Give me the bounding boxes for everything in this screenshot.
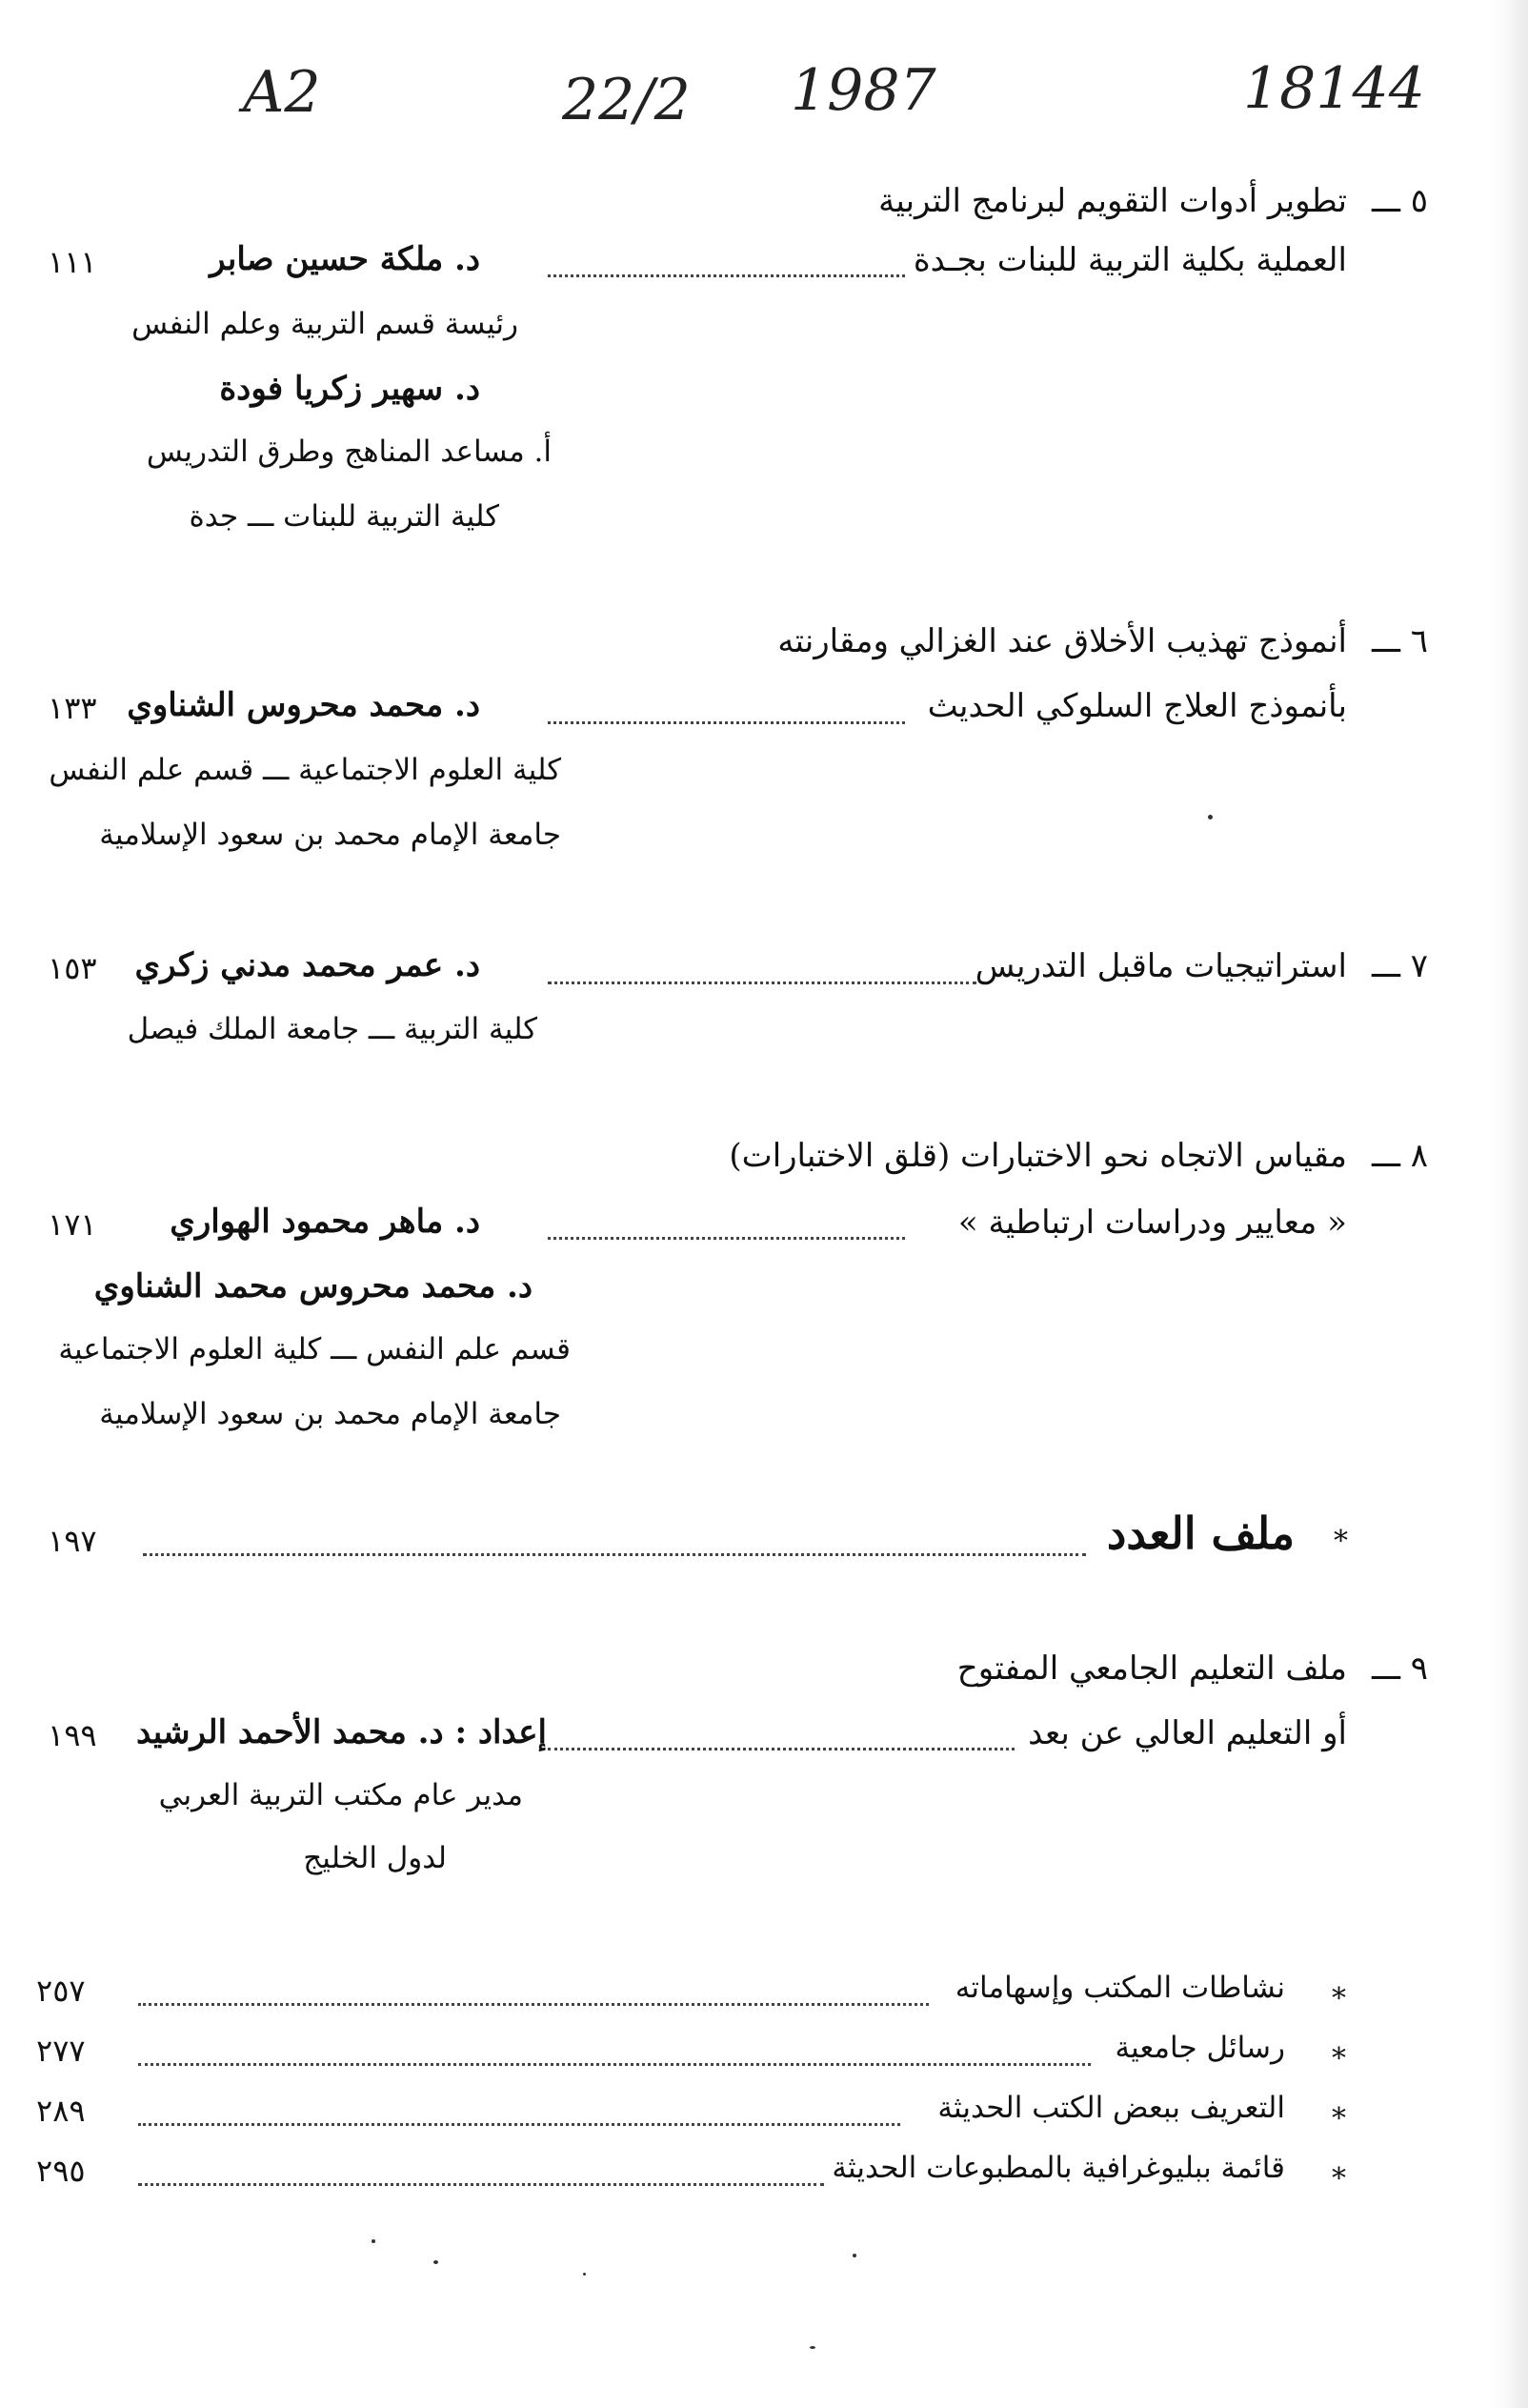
entry-title: مقياس الاتجاه نحو الاختبارات (قلق الاختبارات) [729,1137,1347,1175]
entry-author: د. ملكة حسين صابر [210,240,480,278]
misc-title: قائمة ببليوغرافية بالمطبوعات الحديثة [832,2151,1285,2185]
entry-title: بأنموذج العلاج السلوكي الحديث [927,687,1347,725]
entry-author: إعداد : د. محمد الأحمد الرشيد [135,1713,547,1751]
misc-page-number: ٢٧٧ [36,2033,86,2069]
entry-title: استراتيجيات ماقبل التدريس [975,947,1347,985]
entry-affiliation: لدول الخليج [303,1841,447,1875]
dot-leader [138,2123,900,2126]
misc-title: نشاطات المكتب وإسهاماته [955,1971,1285,2005]
entry-page-number: ١٧١ [48,1206,97,1243]
handwritten-issue: 22/2 [562,67,691,133]
star-bullet: * [1334,1525,1348,1558]
scan-speck [583,2273,586,2276]
entry-title: ملف التعليم الجامعي المفتوح [956,1649,1347,1688]
section-page-number: ١٩٧ [48,1523,97,1559]
dot-leader [548,1748,1015,1750]
entry-title: تطوير أدوات التقويم لبرنامج التربية [878,182,1347,220]
misc-page-number: ٢٥٧ [36,1973,86,2009]
entry-affiliation: كلية التربية ـــ جامعة الملك فيصل [127,1012,537,1046]
entry-affiliation: رئيسة قسم التربية وعلم النفس [131,307,518,341]
misc-page-number: ٢٩٥ [36,2153,86,2189]
dot-leader [548,721,905,724]
entry-affiliation: كلية العلوم الاجتماعية ـــ قسم علم النفس [49,753,561,787]
dot-leader [143,1553,1086,1556]
dot-leader [138,2183,824,2186]
dot-leader [548,981,976,984]
entry-title: أو التعليم العالي عن بعد [1028,1714,1347,1752]
entry-affiliation: مدير عام مكتب التربية العربي [158,1778,523,1812]
scan-speck [853,2254,856,2257]
entry-page-number: ١١١ [48,244,97,280]
entry-number: ٦ ـــ [1372,622,1428,660]
entry-author: د. ماهر محمود الهواري [170,1203,480,1241]
entry-author: د. عمر محمد مدني زكري [134,946,480,984]
handwritten-year: 1987 [791,57,936,124]
entry-title: أنموذج تهذيب الأخلاق عند الغزالي ومقارنته [777,622,1347,660]
entry-affiliation: جامعة الإمام محمد بن سعود الإسلامية [99,818,561,852]
entry-number: ٨ ـــ [1372,1137,1428,1175]
entry-author: د. محمد محروس الشناوي [127,686,480,724]
entry-title: « معايير ودراسات ارتباطية » [957,1204,1347,1242]
star-bullet: * [1332,1982,1346,2015]
entry-affiliation: كلية التربية للبنات ـــ جدة [189,499,499,534]
scan-speck [372,2239,375,2243]
entry-number: ٩ ـــ [1372,1649,1428,1688]
misc-title: رسائل جامعية [1115,2031,1285,2065]
dot-leader [548,274,905,277]
scan-edge-shadow [1490,0,1528,2408]
dot-leader [548,1237,905,1240]
entry-affiliation: أ. مساعد المناهج وطرق التدريس [146,435,552,469]
star-bullet: * [1332,2102,1346,2135]
entry-title: العملية بكلية التربية للبنات بجـدة [913,241,1347,279]
star-bullet: * [1332,2042,1346,2075]
handwritten-code: A2 [243,59,321,126]
entry-affiliation: قسم علم النفس ـــ كلية العلوم الاجتماعية [58,1332,571,1366]
entry-number: ٧ ـــ [1372,947,1428,985]
scan-speck [810,2346,815,2349]
entry-author: د. سهير زكريا فودة [219,370,480,408]
misc-title: التعريف ببعض الكتب الحديثة [937,2091,1285,2125]
dot-leader [138,2003,929,2006]
entry-page-number: ١٥٣ [48,950,97,986]
star-bullet: * [1332,2162,1346,2196]
entry-page-number: ١٣٣ [48,690,97,726]
entry-affiliation: جامعة الإمام محمد بن سعود الإسلامية [99,1397,561,1431]
entry-page-number: ١٩٩ [48,1717,97,1753]
dot-leader [138,2063,1091,2066]
handwritten-accession: 18144 [1243,55,1425,122]
scan-speck [1208,815,1213,820]
entry-number: ٥ ـــ [1372,182,1428,220]
entry-author: د. محمد محروس محمد الشناوي [93,1267,533,1305]
section-title: ملف العدد [1106,1508,1295,1559]
misc-page-number: ٢٨٩ [36,2093,86,2129]
scan-speck [433,2260,438,2264]
